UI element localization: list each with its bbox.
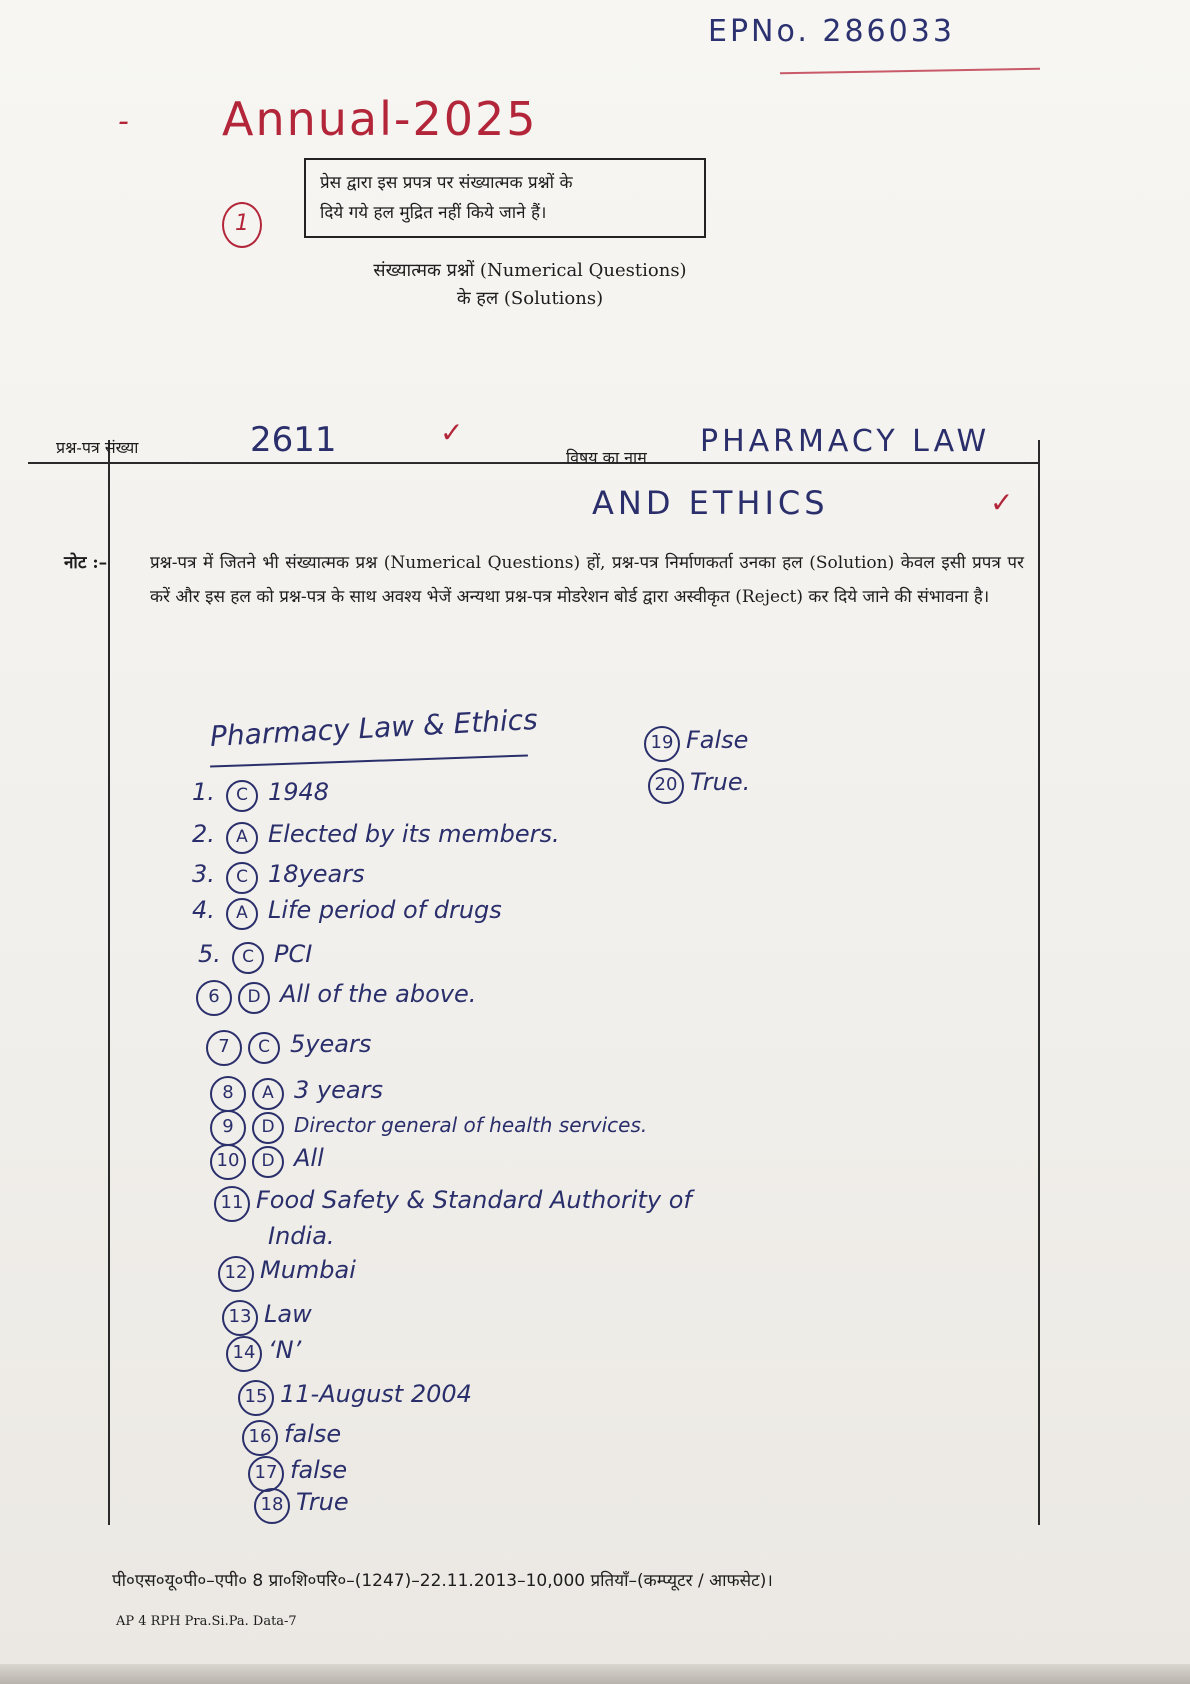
subject-label: विषय का नाम — [566, 448, 647, 467]
answer-text: All — [294, 1144, 324, 1172]
paper-no-value: 2611 — [250, 420, 337, 460]
answer-option: A — [252, 1078, 284, 1110]
heading-line-2: के हल (Solutions) — [456, 288, 604, 309]
answer-text: True — [296, 1488, 349, 1516]
answer-option: D — [238, 982, 270, 1014]
answer-number: 4. — [192, 896, 215, 924]
answer-text: India. — [268, 1222, 335, 1250]
answer-text: 5years — [290, 1030, 372, 1058]
answer-number: 12 — [218, 1256, 254, 1292]
answer-text: 1948 — [268, 778, 330, 806]
subject-value-line-2: AND ETHICS — [592, 484, 829, 522]
answer-item — [192, 778, 329, 812]
answer-number: 6 — [196, 980, 232, 1016]
paper-no-label: प्रश्न-पत्र संख्या — [56, 438, 139, 457]
answer-item — [268, 1222, 335, 1250]
answer-number: 13 — [222, 1300, 258, 1336]
answer-number: 8 — [210, 1076, 246, 1112]
footer-print-info: पी०एस०यू०पी०–एपी० 8 प्रा०शि०परि०–(1247)–22.11.2013–10,000 प्रतियाँ–(कम्प्यूटर / आफसेट)। — [112, 1571, 773, 1591]
answer-option: C — [232, 942, 264, 974]
answers-title-underline — [210, 754, 528, 767]
answer-item — [644, 726, 748, 762]
answer-number: 5. — [198, 940, 221, 968]
answer-item — [648, 768, 750, 804]
answer-item — [254, 1488, 349, 1524]
answer-number: 1. — [192, 778, 215, 806]
answer-number: 2. — [192, 820, 215, 848]
annual-year: Annual-2025 — [222, 92, 538, 146]
answer-item — [238, 1380, 472, 1416]
answer-text: Food Safety & Standard Authority of — [256, 1186, 692, 1214]
answer-text: 3 years — [294, 1076, 383, 1104]
answer-number: 9 — [210, 1110, 246, 1146]
answer-item — [198, 940, 312, 974]
answer-text: Director general of health services. — [294, 1113, 648, 1137]
answer-option: D — [252, 1112, 284, 1144]
answer-text: All of the above. — [280, 980, 477, 1008]
answer-item — [210, 1076, 383, 1112]
answer-text: False — [686, 726, 749, 754]
answers-title: Pharmacy Law & Ethics — [209, 702, 539, 753]
answer-item — [242, 1420, 341, 1456]
answer-item — [210, 1144, 324, 1180]
note-text: प्रश्न-पत्र में जितने भी संख्यात्मक प्रश्न (Numerical Questions) हों, प्रश्न-पत्र निर्माणकर्ता उनका हल (Solution) केवल इसी प्रपत्र पर करें और इस हल को प्रश्न-पत्र के साथ अवश्य भेजें अन्यथा प्रश्न-पत्र मोडरेशन बोर्ड द्वारा अस्वीकृत (Reject) कर दिये जाने की संभावना है। — [150, 553, 1024, 607]
answer-option: A — [226, 822, 258, 854]
answer-item — [214, 1186, 692, 1222]
answer-item — [206, 1030, 371, 1066]
answer-text: Mumbai — [260, 1256, 356, 1284]
answer-text: PCI — [274, 940, 313, 968]
answer-text: True. — [690, 768, 751, 796]
answer-text: 18years — [268, 860, 365, 888]
answer-item — [222, 1300, 312, 1336]
answer-number: 14 — [226, 1336, 262, 1372]
notice-box — [304, 158, 706, 238]
answer-text: Law — [264, 1300, 312, 1328]
subject-value-line-1: PHARMACY LAW — [700, 424, 991, 459]
answer-text: false — [290, 1456, 348, 1484]
answer-number: 7 — [206, 1030, 242, 1066]
frame-right-border — [1038, 440, 1040, 1525]
answer-option: C — [226, 780, 258, 812]
answer-item — [218, 1256, 356, 1292]
answer-number: 19 — [644, 726, 680, 762]
answer-item — [192, 896, 502, 930]
answer-number: 17 — [248, 1456, 284, 1492]
answer-item — [248, 1456, 347, 1492]
ep-number: EPNo. 286033 — [708, 14, 955, 49]
answer-item — [196, 980, 476, 1016]
note-label: नोट :– — [64, 553, 108, 573]
answer-number: 10 — [210, 1144, 246, 1180]
footer-code: AP 4 RPH Pra.Si.Pa. Data-7 — [116, 1614, 297, 1629]
answer-item — [210, 1110, 647, 1146]
answer-text: Elected by its members. — [268, 820, 560, 848]
answer-text: Life period of drugs — [268, 896, 502, 924]
ep-underline — [780, 68, 1040, 75]
answer-number: 16 — [242, 1420, 278, 1456]
dash-mark: - — [118, 104, 129, 139]
answer-text: false — [284, 1420, 342, 1448]
answer-item — [192, 820, 560, 854]
note-block — [64, 546, 1024, 614]
answer-number: 11 — [214, 1186, 250, 1222]
answer-number: 3. — [192, 860, 215, 888]
answer-text: ‘N’ — [268, 1336, 302, 1364]
answer-text: 11-August 2004 — [280, 1380, 472, 1408]
paper-no-dotline — [190, 462, 560, 463]
answer-number: 18 — [254, 1488, 290, 1524]
answer-item — [226, 1336, 301, 1372]
subject-dotline — [700, 462, 1030, 463]
answer-option: C — [226, 862, 258, 894]
page-edge-shadow — [0, 1664, 1190, 1684]
answer-option: A — [226, 898, 258, 930]
notice-line-2: दिये गये हल मुद्रित नहीं किये जाने हैं। — [320, 203, 547, 223]
heading-line-1: संख्यात्मक प्रश्नों (Numerical Questions) — [373, 260, 687, 281]
check-mark-2: ✓ — [990, 486, 1014, 519]
answer-option: C — [248, 1032, 280, 1064]
notice-line-1: प्रेस द्वारा इस प्रपत्र पर संख्यात्मक प्रश्नों के — [320, 173, 573, 193]
answer-number: 20 — [648, 768, 684, 804]
answer-number: 15 — [238, 1380, 274, 1416]
answer-option: D — [252, 1146, 284, 1178]
check-mark: ✓ — [440, 416, 464, 449]
circle-number: 1 — [222, 202, 262, 248]
answer-item — [192, 860, 365, 894]
